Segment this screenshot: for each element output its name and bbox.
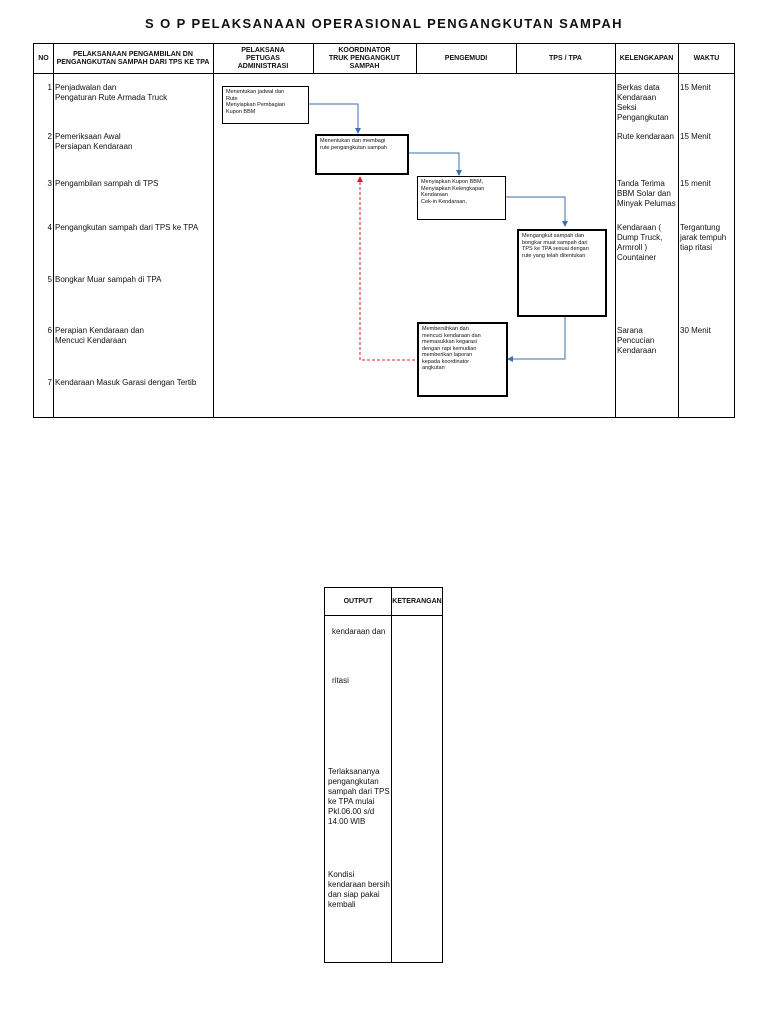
step-text: Kendaraan Masuk Garasi dengan Tertib [55,378,197,387]
output-item: Terlaksananya pengangkutan sampah dari TPS ke TPA mulai Pkl.06.00 s/d 14.00 WIB [328,767,390,826]
flow-box-koordinator: Menentukan dan membagi rute pengangkutan sampah [315,134,409,175]
step-number: 5 [47,275,52,284]
header-kelengkapan: KELENGKAPAN [615,44,678,74]
flow-arrow-tps-to-pengemudi [508,316,565,359]
step-text: Bongkar Muar sampah di TPA [55,275,162,284]
flow-box-pengemudi-persiapan: Menyiapkan Kupon BBM, Menyiapkan Kelengkapan Kendaraan Cek-in Kendaraan, [417,176,506,220]
document-title: S O P PELAKSANAAN OPERASIONAL PENGANGKUTAN SAMPAH [145,16,623,31]
step-text: Penjadwalan dan Pengaturan Rute Armada Truck [55,83,168,102]
kelengkapan-item: Rute kendaraan [617,132,674,141]
waktu-item: Tergantung jarak tempuh tiap ritasi [680,223,727,252]
step-number: 3 [47,179,52,188]
kelengkapan-item: Kendaraan ( Dump Truck, Armroll ) Countainer [617,223,663,262]
column-divider [391,588,392,962]
flow-box-tps-tpa: Mengangkut sampah dan bongkar muat sampah dari TPS ke TPA sesuai dengan rute yang telah ditentukan [517,229,607,317]
header-keterangan: KETERANGAN [391,588,443,616]
step-text: Pengangkutan sampah dari TPS ke TPA [55,223,199,232]
waktu-item: 15 menit [680,179,711,188]
step-number: 2 [47,132,52,141]
waktu-item: 15 Menit [680,132,711,141]
output-table [324,587,443,963]
header-pengemudi: PENGEMUDI [416,44,516,74]
flow-box-pengemudi-pencucian: Membersihkan dan mencuci kendaraan dan memasukkan kegarasi dengan rapi kemudian memberikan laporan kepada koordinator angkutan [417,322,508,397]
flow-box-admin: Menentukan jadwal dan Rute Menyiapkan Pembagian Kupon BBM [222,86,309,124]
kelengkapan-item: Berkas data Kendaraan Seksi Pengangkutan [617,83,669,122]
waktu-item: 30 Menit [680,326,711,335]
header-koordinator: KOORDINATOR TRUK PENGANGKUT SAMPAH [313,44,416,74]
kelengkapan-item: Tanda Terima BBM Solar dan Minyak Pelumas [617,179,676,208]
step-text: Pengambilan sampah di TPS [55,179,159,188]
flow-arrow-koordinator-to-pengemudi [409,153,459,175]
output-item: kendaraan dan [332,627,386,636]
header-petugas-administrasi: PELAKSANA PETUGAS ADMINISTRASI [213,44,313,74]
step-number: 6 [47,326,52,335]
header-tps-tpa: TPS / TPA [516,44,615,74]
flow-arrow-admin-to-koordinator [309,104,358,133]
header-pelaksanaan: PELAKSANAAN PENGAMBILAN DN PENGANGKUTAN SAMPAH DARI TPS KE TPA [53,44,213,74]
waktu-item: 15 Menit [680,83,711,92]
step-number: 1 [47,83,52,92]
step-number: 4 [47,223,52,232]
flow-arrow-return-to-koordinator [360,177,415,360]
step-text: Pemeriksaan Awal Persiapan Kendaraan [55,132,133,151]
header-output: OUTPUT [325,588,391,616]
kelengkapan-item: Sarana Pencucian Kendaraan [617,326,657,355]
output-item: ritasi [332,676,349,685]
output-item: Kondisi kendaraan bersih dan siap pakai kembali [328,870,390,909]
header-no: NO [34,44,53,74]
step-text: Perapian Kendaraan dan Mencuci Kendaraan [55,326,144,345]
step-number: 7 [47,378,52,387]
flow-arrow-pengemudi-to-tps [506,197,565,226]
header-waktu: WAKTU [678,44,735,74]
